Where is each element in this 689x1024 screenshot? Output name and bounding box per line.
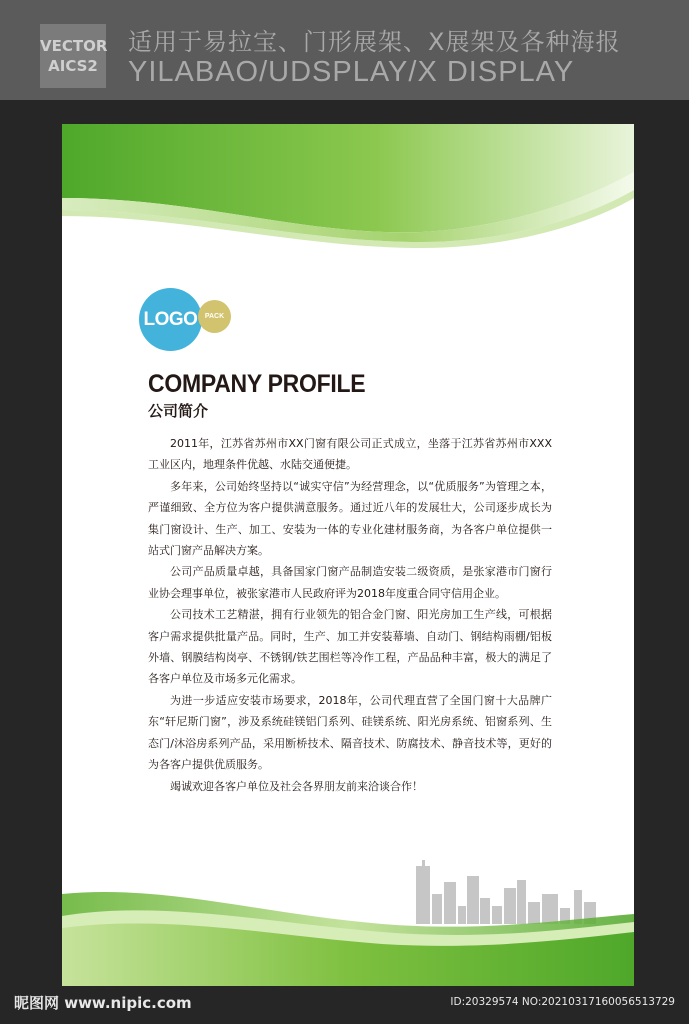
paragraph-2: 多年来，公司始终坚持以“诚实守信”为经营理念，以“优质服务”为管理之本，严谨细致、全方位为客户提供满意服务。通过近八年的发展壮大，公司逐步成长为集门窗设计、生产、加工、安装为一体的专业化建材服务商，为各客户单位提供一站式门窗产品解决方案。 bbox=[148, 479, 552, 558]
badge-line-2: AICS2 bbox=[48, 57, 98, 75]
profile-body bbox=[148, 433, 552, 797]
company-profile-title: COMPANY PROFILE bbox=[148, 370, 366, 398]
poster-sheet bbox=[62, 124, 634, 986]
image-id-label: ID:20329574 NO:20210317160056513729 bbox=[450, 996, 675, 1008]
vector-format-badge bbox=[40, 24, 106, 88]
badge-line-1: VECTOR bbox=[40, 37, 108, 55]
paragraph-4: 公司技术工艺精湛，拥有行业领先的铝合金门窗、阳光房加工生产线，可根据客户需求提供批量产品。同时，生产、加工并安装幕墙、自动门、钢结构雨棚/铝板外墙、钢膜结构岗亭、不锈钢/铁艺围栏等冷作工程，产品品种丰富，极大的满足了各客户单位及市场多元化需求。 bbox=[148, 608, 552, 686]
logo-circle: LOGO bbox=[139, 288, 202, 351]
nipic-site-label: 昵图网 www.nipic.com bbox=[14, 994, 192, 1012]
paragraph-3: 公司产品质量卓越，具备国家门窗产品制造安装二级资质，是张家港市门窗行业协会理事单位，被张家港市人民政府评为2018年度重合同守信用企业。 bbox=[148, 565, 552, 600]
header-title-cn: 适用于易拉宝、门形展架、X展架及各种海报 bbox=[128, 28, 621, 56]
paragraph-6: 竭诚欢迎各客户单位及社会各界朋友前来洽谈合作！ bbox=[170, 779, 423, 793]
logo-pack-badge: PACK bbox=[198, 300, 231, 333]
company-profile-subtitle: 公司简介 bbox=[148, 402, 209, 420]
paragraph-5: 为进一步适应安装市场要求，2018年，公司代理直营了全国门窗十大品牌广东“轩尼斯门窗”，涉及系统硅镁铝门系列、硅镁系统、阳光房系统、铝窗系列、生态门/沐浴房系列产品，采用断桥技术、隔音技术、防腐技术、静音技术等，更好的为各客户提供优质服务。 bbox=[148, 693, 552, 772]
city-skyline bbox=[416, 860, 596, 924]
header-title-en: YILABAO/UDSPLAY/X DISPLAY bbox=[128, 56, 575, 88]
paragraph-1: 2011年，江苏省苏州市XX门窗有限公司正式成立，坐落于江苏省苏州市XXX工业区内，地理条件优越、水陆交通便捷。 bbox=[148, 437, 552, 472]
